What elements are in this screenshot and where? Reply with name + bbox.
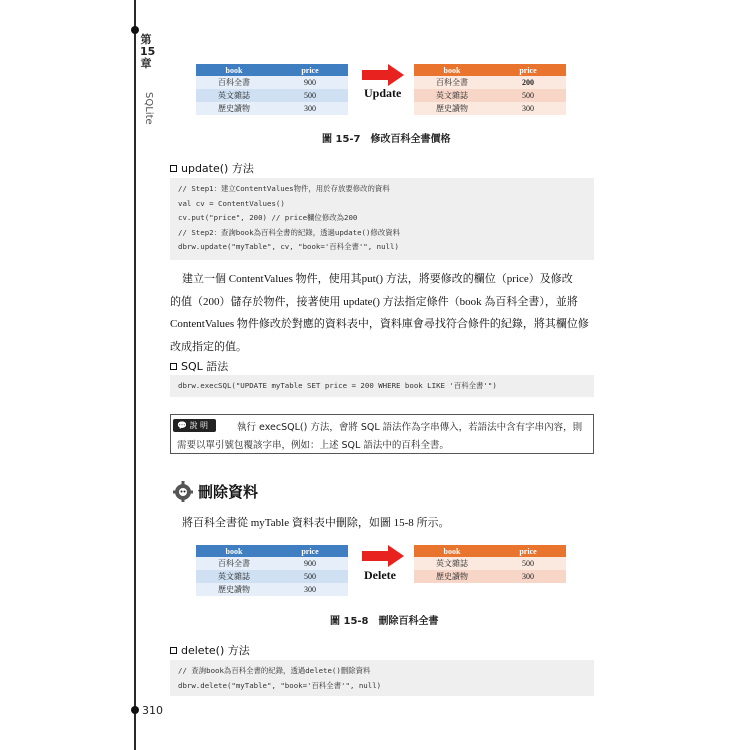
table-row — [414, 557, 566, 570]
update-paragraph — [170, 268, 594, 358]
header-cell: book — [414, 545, 490, 557]
code-line: // 查詢book為百科全書的紀錄，透過delete()刪除資料 — [178, 666, 371, 675]
cell-highlighted: 200 — [490, 76, 566, 89]
table-row — [196, 570, 348, 583]
chapter-label: 第15章 — [140, 33, 156, 70]
code-line: dbrw.execSQL("UPDATE myTable SET price = 200 WHERE book LIKE '百科全書'") — [178, 381, 497, 390]
header-cell: price — [490, 545, 566, 557]
header-cell: price — [272, 545, 348, 557]
table-row — [196, 76, 348, 89]
page-dot — [131, 706, 139, 714]
fig8-right-table — [414, 545, 566, 583]
checkbox-bullet-icon — [170, 165, 177, 172]
heading-text: update() 方法 — [181, 162, 254, 175]
sql-heading — [170, 358, 228, 374]
cell: 300 — [490, 102, 566, 115]
code-line: cv.put("price", 200) // price欄位修改為200 — [178, 213, 358, 222]
note-badge — [173, 419, 216, 432]
cell: 500 — [272, 89, 348, 102]
fig7-left-table — [196, 64, 348, 115]
code-line: val cv = ContentValues() — [178, 198, 285, 208]
header-cell: price — [272, 64, 348, 76]
cell: 百科全書 — [196, 76, 272, 89]
cell: 歷史讀物 — [414, 570, 490, 583]
checkbox-bullet-icon — [170, 363, 177, 370]
note-line: 執行 execSQL() 方法，會將 SQL 語法作為字串傳入，若語法中含有字串內容，則 — [237, 422, 583, 433]
page-number: 310 — [142, 704, 163, 717]
cell: 500 — [490, 89, 566, 102]
checkbox-bullet-icon — [170, 647, 177, 654]
cell: 歷史讀物 — [414, 102, 490, 115]
header-cell: book — [414, 64, 490, 76]
table-row — [196, 557, 348, 570]
delete-heading — [170, 642, 250, 658]
code-line: // Step2：查詢book為百科全書的紀錄，透過update()修改資料 — [178, 227, 401, 237]
cell: 英文雜誌 — [196, 570, 272, 583]
chapter-dot — [131, 26, 139, 34]
cell: 英文雜誌 — [414, 557, 490, 570]
cell: 百科全書 — [196, 557, 272, 570]
fig8-action-label: Delete — [364, 568, 396, 582]
cell: 900 — [272, 557, 348, 570]
delete-paragraph — [170, 512, 594, 535]
table-row — [414, 102, 566, 115]
cell: 300 — [490, 570, 566, 583]
update-code-block — [170, 178, 594, 260]
update-heading — [170, 160, 254, 176]
fig7-action-label: Update — [364, 86, 402, 100]
cell: 900 — [272, 76, 348, 89]
table-row — [196, 583, 348, 596]
cell: 500 — [272, 570, 348, 583]
caption-text: 刪除百科全書 — [378, 616, 439, 627]
note-badge-label: 說 明 — [189, 421, 209, 430]
para-line: 將百科全書從 myTable 資料表中刪除，如圖 15-8 所示。 — [182, 517, 450, 529]
caption-number: 圖 15-7 — [322, 134, 361, 145]
delete-code-block — [170, 660, 594, 696]
para-line: ContentValues 物件修改於對應的資料表中，資料庫會尋找符合條件的紀錄，將其欄位修 — [170, 318, 589, 330]
table-row — [196, 102, 348, 115]
header-cell: price — [490, 64, 566, 76]
table-row — [414, 76, 566, 89]
note-line: 需要以單引號包覆該字串，例如：上述 SQL 語法中的百科全書。 — [177, 440, 449, 451]
arrow-right-icon — [362, 545, 404, 567]
caption-text: 修改百科全書價格 — [370, 134, 451, 145]
fig7-right-table — [414, 64, 566, 115]
fig7-caption — [322, 130, 451, 145]
cell: 500 — [490, 557, 566, 570]
cell: 歷史讀物 — [196, 102, 272, 115]
table-row — [414, 570, 566, 583]
gear-robot-icon — [172, 480, 194, 502]
code-line: dbrw.delete("myTable", "book='百科全書'", null) — [178, 680, 382, 690]
heading-text: SQL 語法 — [181, 360, 229, 373]
margin-rule — [134, 0, 136, 750]
para-line: 建立一個 ContentValues 物件，使用其put() 方法，將要修改的欄位（price）及修改 — [182, 273, 573, 285]
note-box — [170, 414, 594, 454]
chapter-title: SQLite — [143, 92, 154, 125]
cell: 英文雜誌 — [196, 89, 272, 102]
cell: 300 — [272, 583, 348, 596]
cell: 英文雜誌 — [414, 89, 490, 102]
para-line: 改成指定的值。 — [170, 340, 247, 353]
speech-bubble-icon: 💬 — [177, 421, 190, 430]
cell: 百科全書 — [414, 76, 490, 89]
sql-code-block — [170, 375, 594, 397]
delete-section-heading — [172, 480, 258, 502]
para-line: 的值（200）儲存於物件，接著使用 update() 方法指定條件（book 為百科全書），並將 — [170, 295, 578, 308]
table-row — [414, 89, 566, 102]
cell: 歷史讀物 — [196, 583, 272, 596]
code-line: // Step1：建立ContentValues物件，用於存放要修改的資料 — [178, 184, 390, 193]
table-row — [196, 89, 348, 102]
fig8-caption — [330, 612, 439, 627]
code-line: dbrw.update("myTable", cv, "book='百科全書'", null) — [178, 242, 399, 251]
heading-text: delete() 方法 — [181, 644, 250, 657]
section-title: 刪除資料 — [198, 482, 259, 501]
fig8-left-table — [196, 545, 348, 596]
header-cell: book — [196, 545, 272, 557]
arrow-right-icon — [362, 64, 404, 86]
header-cell: book — [196, 64, 272, 76]
cell: 300 — [272, 102, 348, 115]
caption-number: 圖 15-8 — [330, 616, 369, 627]
